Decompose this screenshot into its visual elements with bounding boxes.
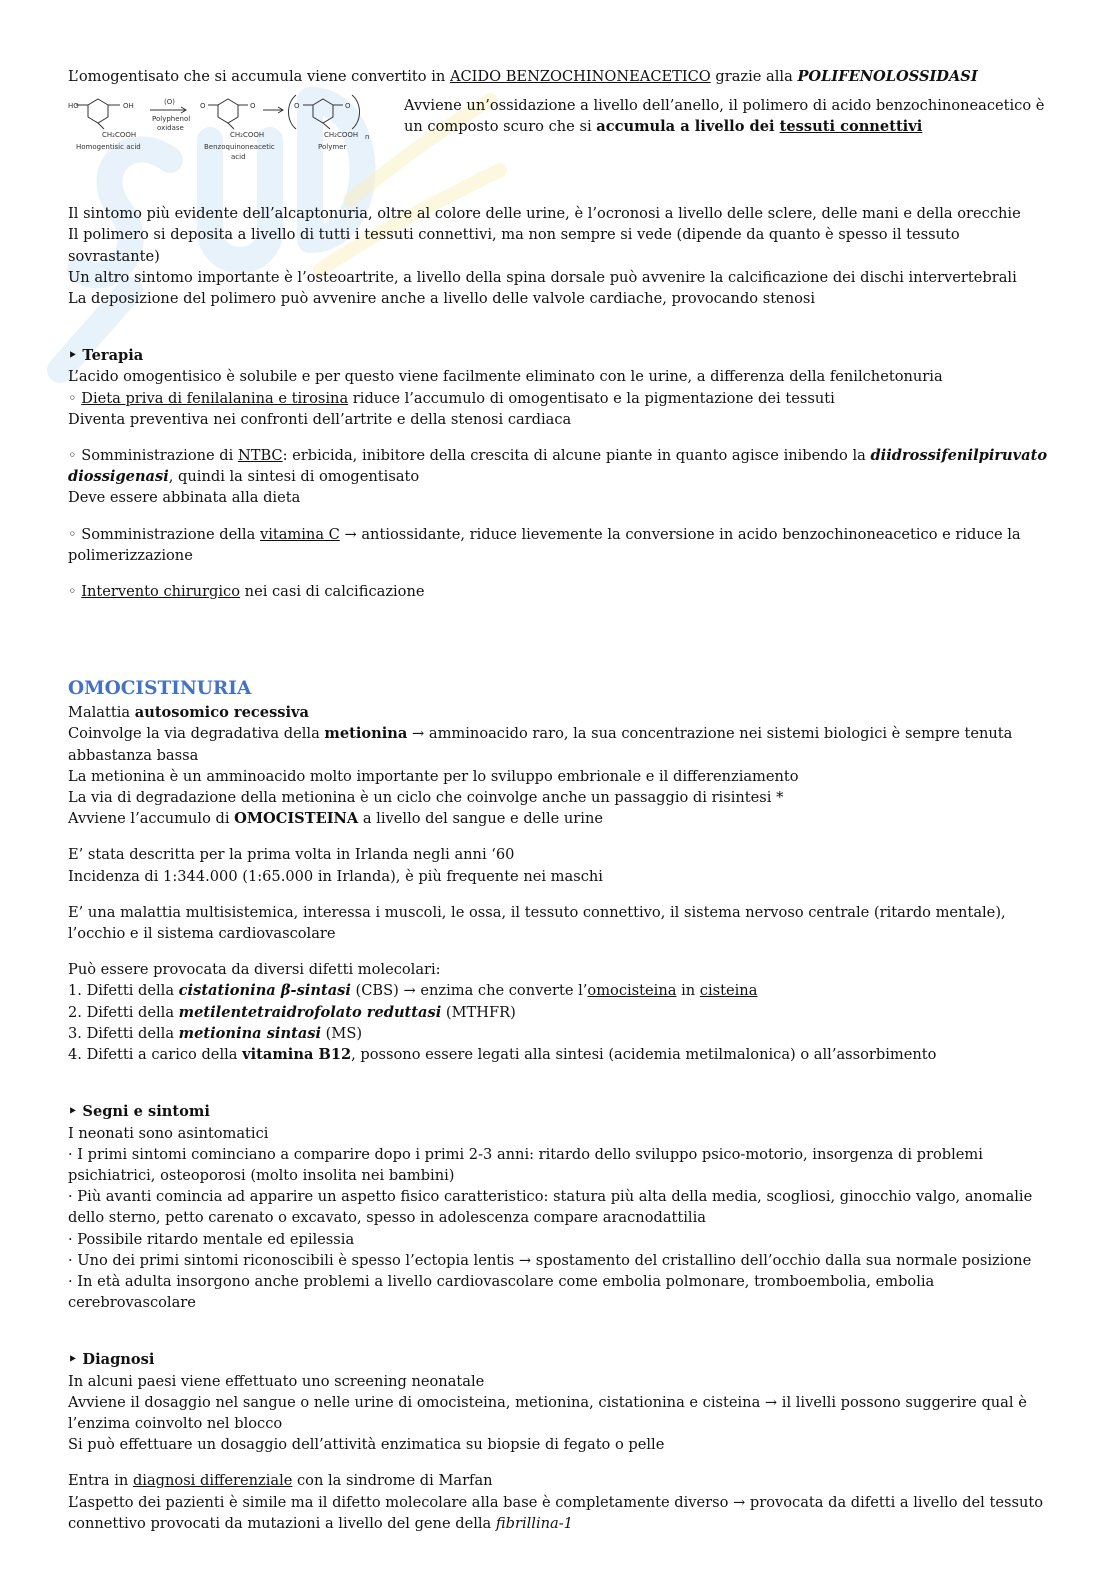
symptoms-block [68, 203, 1048, 309]
fig-o-left-2: O [200, 102, 206, 111]
omo-line-7: Incidenza di 1:344.000 (1:65.000 in Irlanda), è più frequente nei maschi [68, 867, 603, 885]
terapia-section [68, 345, 1048, 602]
fig-oxygen-label: (O) [164, 98, 175, 107]
diagnosi-line-3: Si può effettuare un dosaggio dell’attività enzimatica su biopsie di fegato o pelle [68, 1436, 665, 1454]
terapia-line-2: ◦ Dieta priva di fenilalanina e tirosina riduce l’accumulo di omogentisato e la pigmentazione dei tessuti [68, 389, 835, 407]
terapia-line-4: ◦ Somministrazione di NTBC: erbicida, inibitore della crescita di alcune piante in quanto agisce inibendo la diidrossifenilpiruvato diossigenasi, quindi la sintesi di omogentisato [68, 447, 1048, 486]
fig-label-homogentisic: Homogentisic acid [76, 143, 141, 152]
diagnosi-line-5: L’aspetto dei pazienti è simile ma il difetto molecolare alla base è completamente diverso → provocata da difetti a livello del tessuto connettivo provocati da mutazioni a livello del gene della fibrillina-1 [68, 1493, 1044, 1532]
omo-line-5: Avviene l’accumulo di OMOCISTEINA a livello del sangue e delle urine [68, 810, 603, 828]
terapia-line-7: ◦ Intervento chirurgico nei casi di calcificazione [68, 583, 425, 601]
omocistinuria-section [68, 676, 1048, 1065]
fig-label-acid: acid [231, 153, 246, 162]
diagnosi-heading: ‣ Diagnosi [68, 1351, 155, 1369]
segni-line: I neonati sono asintomatici [68, 1124, 269, 1142]
diagnosi-line-2: Avviene il dosaggio nel sangue o nelle urine di omocisteina, metionina, cistationina e cisteina → il livelli possono suggerire qual è l’enzima coinvolto nel blocco [68, 1393, 1027, 1432]
reaction-figure-row [68, 93, 1048, 167]
fig-ch2cooh-2: CH₂COOH [230, 131, 265, 140]
omo-line-6: E’ stata descritta per la prima volta in Irlanda negli anni ‘60 [68, 846, 515, 864]
omo-line-1: Malattia autosomico recessiva [68, 704, 309, 722]
fig-label-polymer: Polymer [318, 143, 347, 152]
segni-section [68, 1101, 1048, 1313]
terapia-line-3: Diventa preventiva nei confronti dell’artrite e della stenosi cardiaca [68, 410, 572, 428]
terapia-line-1: L’acido omogentisico è solubile e per questo viene facilmente eliminato con le urine, a differenza della fenilchetonuria [68, 368, 943, 386]
fig-enzyme-line1: Polyphenol [152, 115, 191, 124]
segni-line: · Possibile ritardo mentale ed epilessia [68, 1230, 355, 1248]
terapia-heading: ‣ Terapia [68, 347, 144, 365]
segni-line: · Più avanti comincia ad apparire un aspetto fisico caratteristico: statura più alta della media, scogliosi, ginocchio valgo, anomalie dello sterno, petto carenato o excavato, spesso in adolescenza compare aracnodattilia [68, 1188, 1033, 1227]
fig-o-left-3: O [294, 102, 300, 111]
terapia-line-6: ◦ Somministrazione della vitamina C → antiossidante, riduce lievemente la conversione in acido benzochinoneacetico e riduce la polimerizzazione [68, 525, 1021, 564]
fig-label-benzoquinone: Benzoquinoneacetic [204, 143, 275, 152]
omo-line-9: Può essere provocata da diversi difetti molecolari: [68, 961, 441, 979]
figure-caption-text: Avviene un’ossidazione a livello dell’anello, il polimero di acido benzochinoneacetico è un composto scuro che si accumula a livello dei tessuti connettivi [404, 97, 1045, 136]
diagnosi-section [68, 1349, 1048, 1534]
segni-line: · I primi sintomi cominciano a comparire dopo i primi 2-3 anni: ritardo dello sviluppo psico-motorio, insorgenza di problemi psichiatrici, osteoporosi (molto insolita nei bambini) [68, 1145, 983, 1184]
symptom-line: La deposizione del polimero può avvenire anche a livello delle valvole cardiache, provocando stenosi [68, 290, 816, 308]
omo-line-8: E’ una malattia multisistemica, interessa i muscoli, le ossa, il tessuto connettivo, il sistema nervoso centrale (ritardo mentale), l’occhio e il sistema cardiovascolare [68, 903, 1006, 943]
oxidation-reaction-diagram [68, 93, 398, 167]
diagnosi-line-1: In alcuni paesi viene effettuato uno screening neonatale [68, 1372, 485, 1390]
segni-line: · Uno dei primi sintomi riconoscibili è spesso l’ectopia lentis → spostamento del cristallino dell’occhio dalla sua normale posizione [68, 1251, 1032, 1269]
omocistinuria-heading: OMOCISTINURIA [68, 678, 252, 700]
fig-ch2cooh-3: CH₂COOH [324, 131, 359, 140]
symptom-line: Il polimero si deposita a livello di tutti i tessuti connettivi, ma non sempre si vede (dipende da quanto è spesso il tessuto sovrastante) [68, 226, 960, 265]
fig-o-right-2: O [250, 102, 256, 111]
fig-enzyme-line2: oxidase [157, 124, 184, 133]
symptom-line: Il sintomo più evidente dell’alcaptonuria, oltre al colore delle urine, è l’ocronosi a livello delle sclere, delle mani e della orecchie [68, 205, 1021, 223]
omo-line-3: La metionina è un amminoacido molto importante per lo sviluppo embrionale e il differenziamento [68, 767, 799, 785]
fig-oh-label: OH [123, 102, 134, 111]
diagnosi-line-4: Entra in diagnosi differenziale con la sindrome di Marfan [68, 1472, 493, 1490]
omo-line-2: Coinvolge la via degradativa della metionina → amminoacido raro, la sua concentrazione nei sistemi biologici è sempre tenuta abbastanza bassa [68, 725, 1013, 764]
defect-item-3: 3. Difetti della metionina sintasi (MS) [68, 1024, 363, 1042]
intro-paragraph: L’omogentisato che si accumula viene convertito in ACIDO BENZOCHINONEACETICO grazie alla POLIFENOLOSSIDASI [68, 68, 978, 85]
segni-line: · In età adulta insorgono anche problemi a livello cardiovascolare come embolia polmonare, tromboembolia, embolia cerebrovascolare [68, 1272, 935, 1312]
document-page [68, 66, 1048, 1534]
defect-item-2: 2. Difetti della metilentetraidrofolato reduttasi (MTHFR) [68, 1003, 516, 1021]
defect-item-1: 1. Difetti della cistationina β-sintasi (CBS) → enzima che converte l’omocisteina in cisteina [68, 982, 758, 1000]
defect-item-4: 4. Difetti a carico della vitamina B12, possono essere legati alla sintesi (acidemia metilmalonica) o all’assorbimento [68, 1046, 937, 1064]
omo-line-4: La via di degradazione della metionina è un ciclo che coinvolge anche un passaggio di risintesi * [68, 789, 784, 807]
fig-ho-label: HO [68, 102, 79, 111]
symptom-line: Un altro sintomo importante è l’osteoartrite, a livello della spina dorsale può avvenire la calcificazione dei dischi intervertebrali [68, 268, 1017, 286]
terapia-line-5: Deve essere abbinata alla dieta [68, 489, 301, 507]
segni-heading: ‣ Segni e sintomi [68, 1103, 210, 1121]
fig-ch2cooh-1: CH₂COOH [102, 131, 137, 140]
fig-n-label: n [365, 133, 370, 142]
fig-o-right-3: O [345, 102, 351, 111]
